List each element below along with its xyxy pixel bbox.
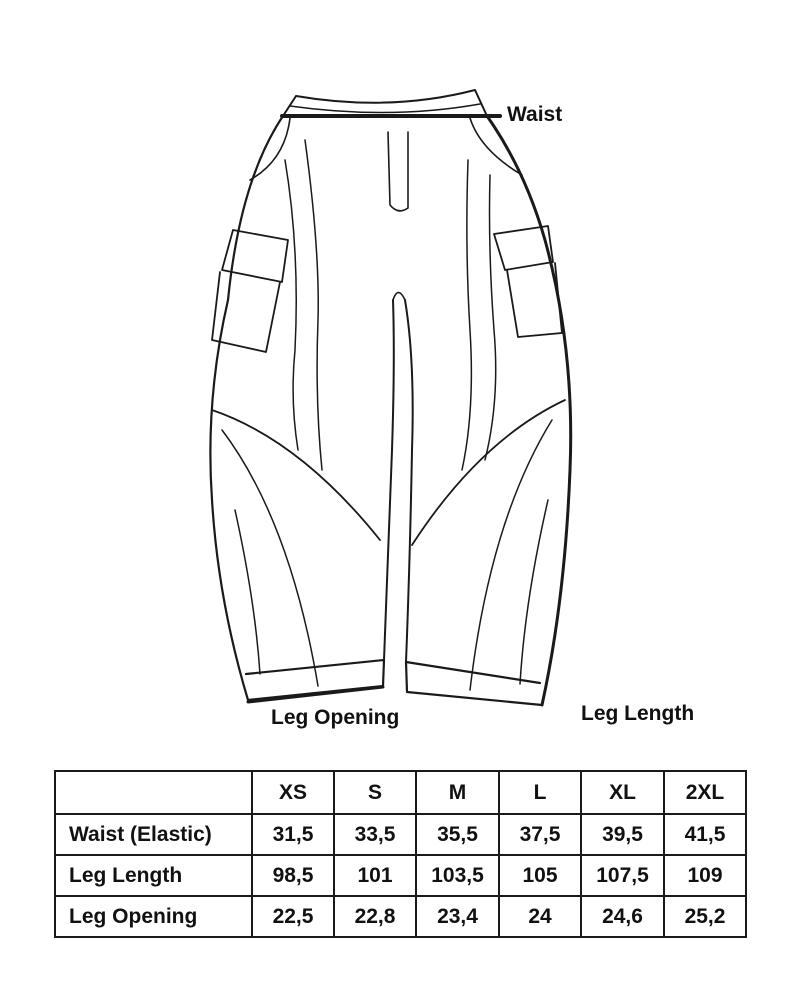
leg-opening-measure-line [248,687,383,702]
table-header-row [55,771,746,814]
right-knee-panel-inner [470,420,552,690]
row-label: Leg Opening [55,896,252,937]
leg-length-label: Leg Length [581,702,695,725]
table-cell: 98,5 [252,855,334,896]
waistband-top-line [290,104,480,113]
left-front-seam-2 [305,140,322,470]
header-cell [55,771,252,814]
size-chart-table [54,770,747,938]
table-cell: 35,5 [416,814,499,855]
right-inner-leg [405,300,413,662]
table-row [55,896,746,937]
table-cell: 109 [664,855,746,896]
left-front-seam [285,160,298,450]
table-cell: 33,5 [334,814,416,855]
table-cell: 103,5 [416,855,499,896]
header-cell: XL [581,771,664,814]
table-cell: 107,5 [581,855,664,896]
table-cell: 23,4 [416,896,499,937]
table-cell: 105 [499,855,581,896]
waist-label: Waist [507,103,563,126]
leg-opening-label: Leg Opening [271,706,400,729]
table-cell: 25,2 [664,896,746,937]
right-front-seam [462,160,471,470]
table-cell: 24,6 [581,896,664,937]
crotch [393,293,405,301]
header-cell: M [416,771,499,814]
row-label: Leg Length [55,855,252,896]
right-knee-panel [412,400,565,545]
header-cell: XS [252,771,334,814]
row-label: Waist (Elastic) [55,814,252,855]
left-knee-panel-inner-2 [235,510,260,674]
right-outer-seam [487,116,571,705]
right-front-seam-2 [485,175,496,460]
header-cell: L [499,771,581,814]
table-cell: 37,5 [499,814,581,855]
table-cell: 22,8 [334,896,416,937]
table-row [55,814,746,855]
right-knee-panel-inner-2 [520,500,548,684]
left-outer-seam [210,116,283,700]
table-cell: 41,5 [664,814,746,855]
table-cell: 22,5 [252,896,334,937]
fly [388,132,408,211]
table-cell: 39,5 [581,814,664,855]
left-knee-panel-inner [222,430,318,686]
table-row [55,855,746,896]
table-cell: 24 [499,896,581,937]
left-cargo-pocket [212,272,280,352]
table-cell: 101 [334,855,416,896]
header-cell: 2XL [664,771,746,814]
left-inner-leg [384,300,394,660]
header-cell: S [334,771,416,814]
table-cell: 31,5 [252,814,334,855]
